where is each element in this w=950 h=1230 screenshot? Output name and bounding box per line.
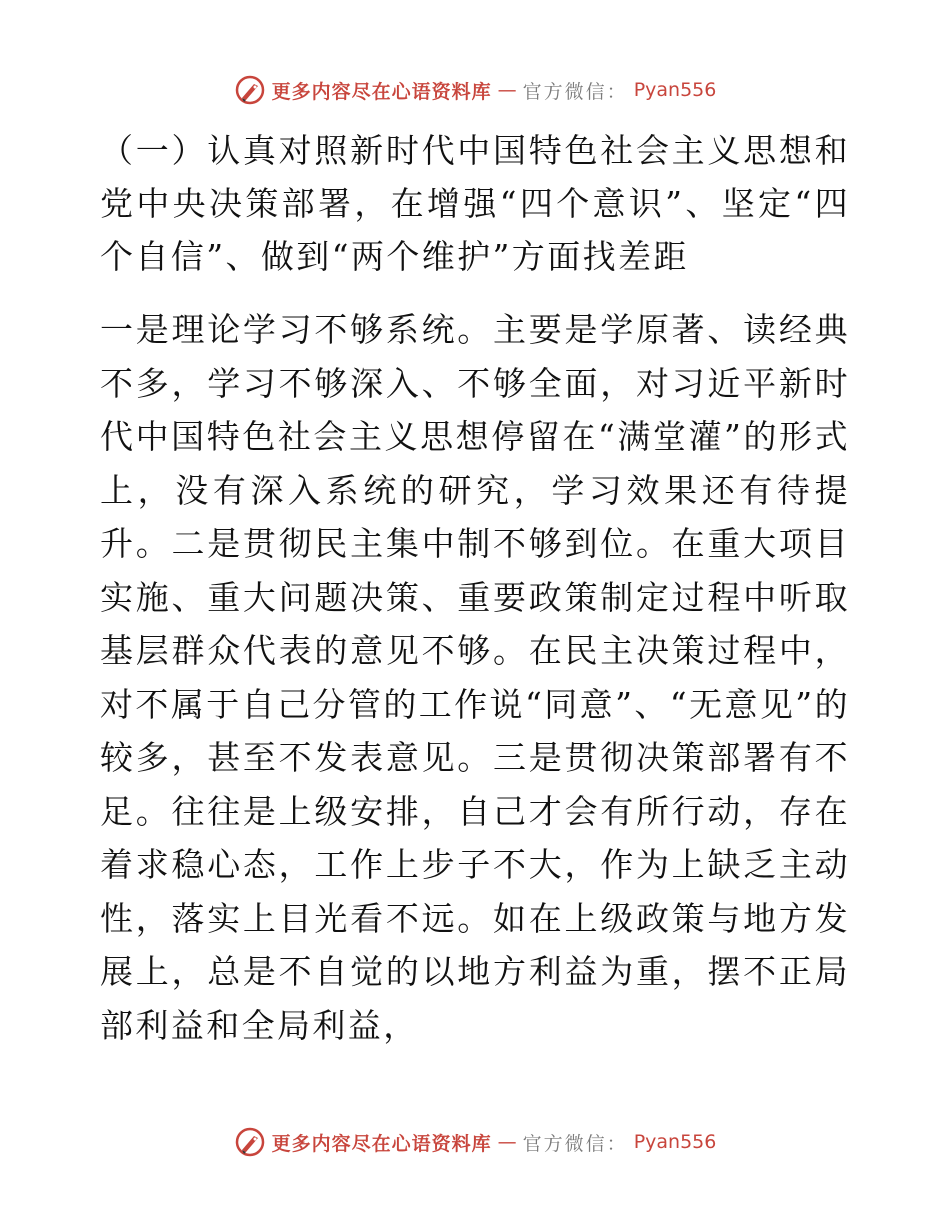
watermark-main-text: 更多内容尽在心语资料库 [271,80,492,103]
section-heading: （一）认真对照新时代中国特色社会主义思想和党中央决策部署，在增强“四个意识”、坚定“四个自信”、做到“两个维护”方面找差距 [100,131,850,276]
pen-nib-logo-icon [234,74,266,106]
watermark-dash: — [497,79,517,101]
watermark-id: Pyan556 [633,79,717,101]
footer-watermark [0,1124,950,1160]
watermark-dash: — [497,1131,517,1153]
body-paragraph: 一是理论学习不够系统。主要是学原著、读经典不多，学习不够深入、不够全面，对习近平新时代中国特色社会主义思想停留在“满堂灌”的形式上，没有深入系统的研究，学习效果还有待提升。二是贯彻民主集中制不够到位。在重大项目实施、重大问题决策、重要政策制定过程中听取基层群众代表的意见不够。在民主决策过程中，对不属于自己分管的工作说“同意”、“无意见”的较多，甚至不发表意见。三是贯彻决策部署有不足。往往是上级安排，自己才会有所行动，存在着求稳心态，工作上步子不大，作为上缺乏主动性，落实上目光看不远。如在上级政策与地方发展上，总是不自觉的以地方利益为重，摆不正局部利益和全局利益， [100,310,850,1045]
document-body [100,124,850,1052]
watermark-label: 官方微信： [522,1132,628,1155]
watermark-main-text: 更多内容尽在心语资料库 [271,1132,492,1155]
watermark-id: Pyan556 [633,1131,717,1153]
header-watermark [0,72,950,108]
watermark-label: 官方微信： [522,80,628,103]
pen-nib-logo-icon [234,1126,266,1158]
